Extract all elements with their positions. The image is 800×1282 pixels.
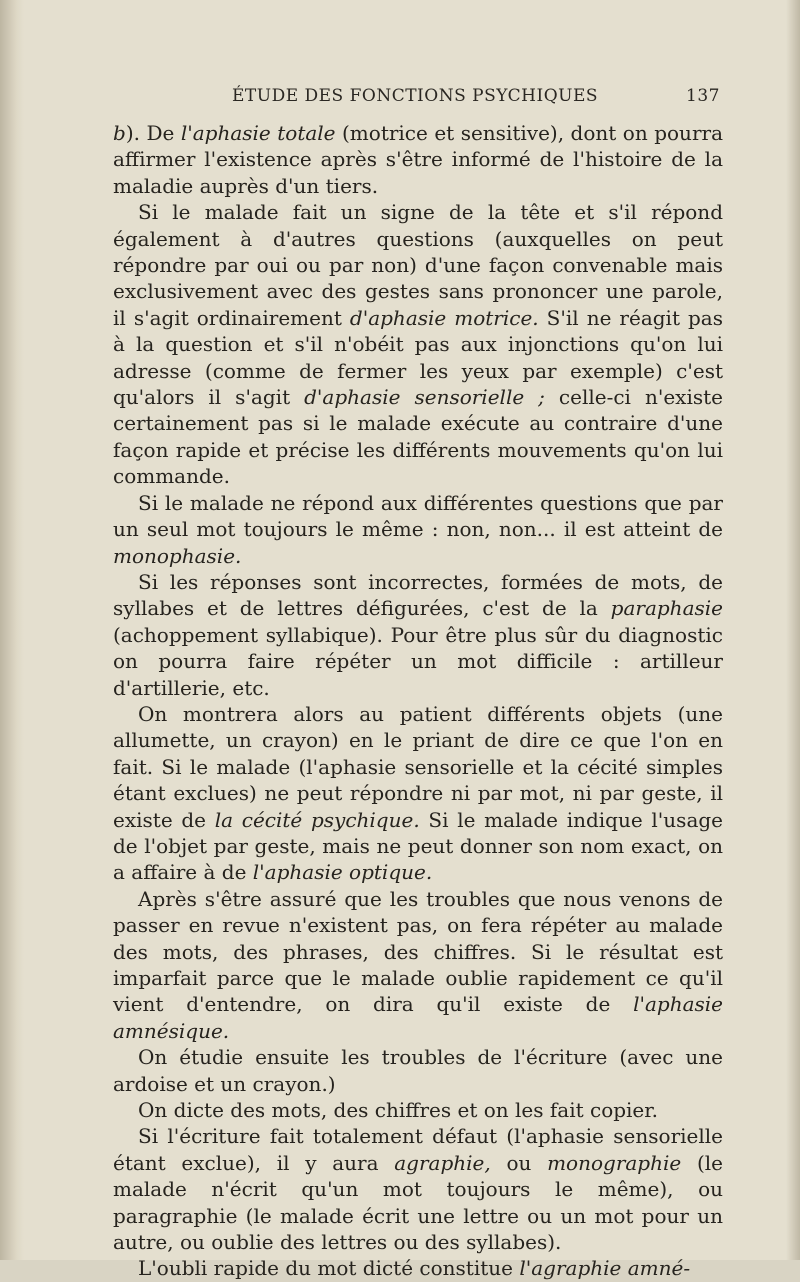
paragraph [113,490,723,569]
text-run: Si le malade fait un signe de la tête et s'il répond également à d'autres questions (auxquelles on peut répondre par oui ou par non) d'une façon convenable mais exclusivement avec des gestes sans prononcer une parole, il s'agit ordinairement [113,200,723,330]
text-run: ou [490,1150,548,1175]
paragraph [113,1255,723,1281]
page-binding-shadow [0,0,24,1260]
text-run: (le malade n'écrit qu'un mot toujours le même), ou paragraphie (le malade écrit une lettre ou un mot pour un autre, ou oublie des lettres ou des syllabes). [113,1150,723,1255]
text-run: Si l'écriture fait totalement défaut (l'aphasie sensorielle étant exclue), il y aura [113,1124,723,1175]
paragraph [113,120,723,199]
italic-text: la cécité psychique. [214,807,420,832]
italic-text: l'agraphie amné- [519,1256,691,1281]
italic-text: d'aphasie motrice. [349,305,539,330]
italic-text: l'aphasie optique. [252,860,433,885]
text-run: celle-ci n'existe certainement pas si le malade exécute au contraire d'une façon rapide et précise les différents mouvements qu'on lui commande. [113,385,723,489]
text-run: (motrice et sensitive), dont on pourra affirmer l'existence après s'être informé de l'histoire de la maladie auprès d'un tiers. [113,121,723,198]
italic-text: agraphie, [394,1150,491,1175]
text-run: On montrera alors au patient différents objets (une allumette, un crayon) en le priant de dire ce que l'on en fait. Si le malade (l'aphasie sensorielle et la cécité simples étant exclues) ne peut répondre ni par mot, ni par geste, il existe de [113,701,723,832]
italic-text: l'aphasie totale [180,121,336,145]
text-run: On dicte des mots, des chiffres et on les fait copier. [138,1098,658,1123]
paragraph [113,886,723,1044]
text-run: Si le malade indique l'usage de l'objet par geste, mais ne peut donner son nom exact, on a affaire à de [113,807,724,885]
italic-text: paraphasie [610,596,723,621]
text-run: S'il ne réagit pas à la question et s'il n'obéit pas aux injonctions qu'on lui adresse (comme de fermer les yeux par exemple) c'est qu'alors il s'agit [113,305,723,410]
page-number: 137 [686,86,720,106]
page-edge-shadow [786,0,800,1260]
italic-text: monophasie. [113,543,242,568]
body-text [113,120,723,1282]
italic-text: b [113,121,126,145]
text-run: Si les réponses sont incorrectes, formées de mots, de syllabes et de lettres défigurées, c'est de la [113,569,723,621]
paragraph [113,1044,723,1097]
italic-text: monographie [547,1150,682,1175]
text-run: (achoppement syllabique). Pour être plus sûr du diagnostic on pourra faire répéter un mot difficile : artilleur d'artillerie, etc. [113,622,723,700]
text-run: Si le malade ne répond aux différentes questions que par un seul mot toujours le même : non, non... il est atteint de [113,490,723,542]
paragraph [113,199,723,489]
text-run: L'oubli rapide du mot dicté constitue [138,1256,520,1281]
paragraph [113,701,723,886]
italic-text: d'aphasie sensorielle ; [304,385,545,410]
text-run: On étudie ensuite les troubles de l'écriture (avec une ardoise et un crayon.) [113,1045,723,1096]
text-run: Après s'être assuré que les troubles que nous venons de passer en revue n'existent pas, on fera répéter au malade des mots, des phrases, des chiffres. Si le résultat est imparfait parce que le malade oublie rapidement ce qu'il vient d'entendre, on dira qu'il existe de [113,886,723,1017]
italic-text: l'aphasie amnésique. [113,992,723,1043]
paragraph [113,1123,723,1255]
paragraph [113,569,723,701]
text-run: ). De [125,121,181,145]
running-header [200,86,720,116]
running-title: ÉTUDE DES FONCTIONS PSYCHIQUES [232,86,599,106]
paragraph [113,1097,723,1123]
